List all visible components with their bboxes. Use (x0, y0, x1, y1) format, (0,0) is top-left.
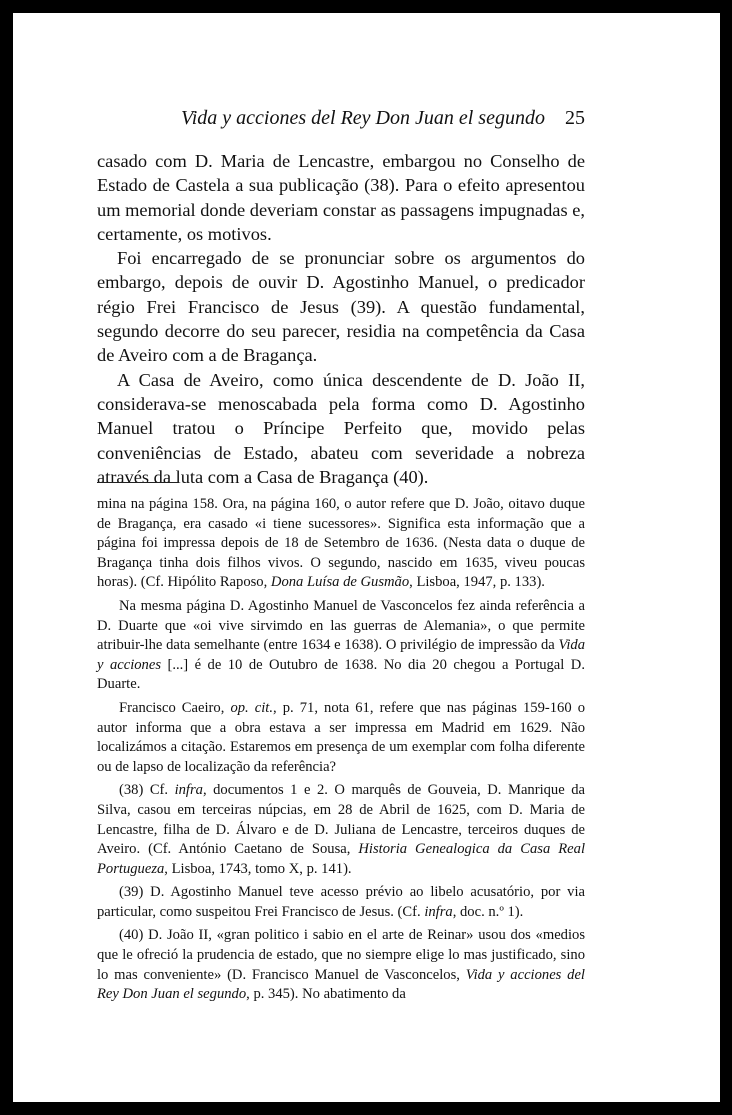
body-paragraph: Foi encarregado de se pronunciar sobre os argumentos do embargo, depois de ouvir D. Agostinho Manuel, o predicador régio Frei Francisco de Jesus (39). A questão fundamental, segundo decorre do seu parecer, residia na competência da Casa de Aveiro com a de Bragança. (97, 248, 585, 366)
footnote-40: (40) D. João II, «gran politico i sabio en el arte de Reinar» usou dos «medios que le ofreció la prudencia de estado, que no siempre elige lo mas justificado, sino lo mas conveniente» (D. Francisco Manuel de Vasconcelos, Vida y acciones del Rey Don Juan el segundo, p. 345). No abatimento da (97, 927, 585, 1003)
page-number: 25 (565, 107, 585, 129)
footnote-separator (97, 482, 179, 483)
footnote-paragraph: Francisco Caeiro, op. cit., p. 71, nota 61, refere que nas páginas 159-160 o autor informa que a obra estava a ser impressa em Madrid em 1629. Não localizámos a citação. Estaremos em presença de um exemplar com folha diferente ou de lapso de localização da referência? (97, 699, 585, 775)
running-title: Vida y acciones del Rey Don Juan el segundo (181, 107, 545, 129)
body-paragraph: casado com D. Maria de Lencastre, embargou no Conselho de Estado de Castela a sua publicação (38). Para o efeito apresentou um memorial donde deveriam constar as passagens impugnadas e, certamente, os motivos. (97, 151, 585, 244)
footnote-paragraph: Na mesma página D. Agostinho Manuel de Vasconcelos fez ainda referência a D. Duarte que «oi vive sirvimdo en las guerras de Alemania», o que permite atribuir-lhe data semelhante (entre 1634 e 1638). O privilégio de impressão da Vida y acciones [...] é de 10 de Outubro de 1638. No dia 20 chegou a Portugal D. Duarte. (97, 597, 585, 693)
running-header (181, 107, 585, 137)
footnote-39: (39) D. Agostinho Manuel teve acesso prévio ao libelo acusatório, por via particular, como suspeitou Frei Francisco de Jesus. (Cf. infra, doc. n.º 1). (97, 884, 585, 920)
footnote-continuation: mina na página 158. Ora, na página 160, o autor refere que D. João, oitavo duque de Bragança, era casado «i tiene sucessores». Significa esta informação que a página foi impressa depois de 18 de Setembro de 1636. (Nesta data o duque de Bragança tinha dois filhos vivos. O segundo, nascido em 1635, viveu poucas horas). (Cf. Hipólito Raposo, Dona Luísa de Gusmão, Lisboa, 1947, p. 133). (97, 496, 585, 591)
body-paragraph: A Casa de Aveiro, como única descendente de D. João II, considerava-se menoscabada pela forma como D. Agostinho Manuel tratou o Príncipe Perfeito que, movido pelas conveniências de Estado, abateu com severidade a nobreza através da luta com a Casa de Bragança (40). (97, 369, 585, 487)
footnote-38: (38) Cf. infra, documentos 1 e 2. O marquês de Gouveia, D. Manrique da Silva, casou em terceiras núpcias, em 28 de Abril de 1625, com D. Maria de Lencastre, filha de D. Álvaro e de D. Juliana de Lencastre, terceiros duques de Aveiro. (Cf. António Caetano de Sousa, Historia Genealogica da Casa Real Portugueza, Lisboa, 1743, tomo X, p. 141). (97, 782, 585, 877)
document-page (13, 13, 720, 1102)
footnotes (97, 495, 585, 1005)
main-text (97, 149, 585, 489)
